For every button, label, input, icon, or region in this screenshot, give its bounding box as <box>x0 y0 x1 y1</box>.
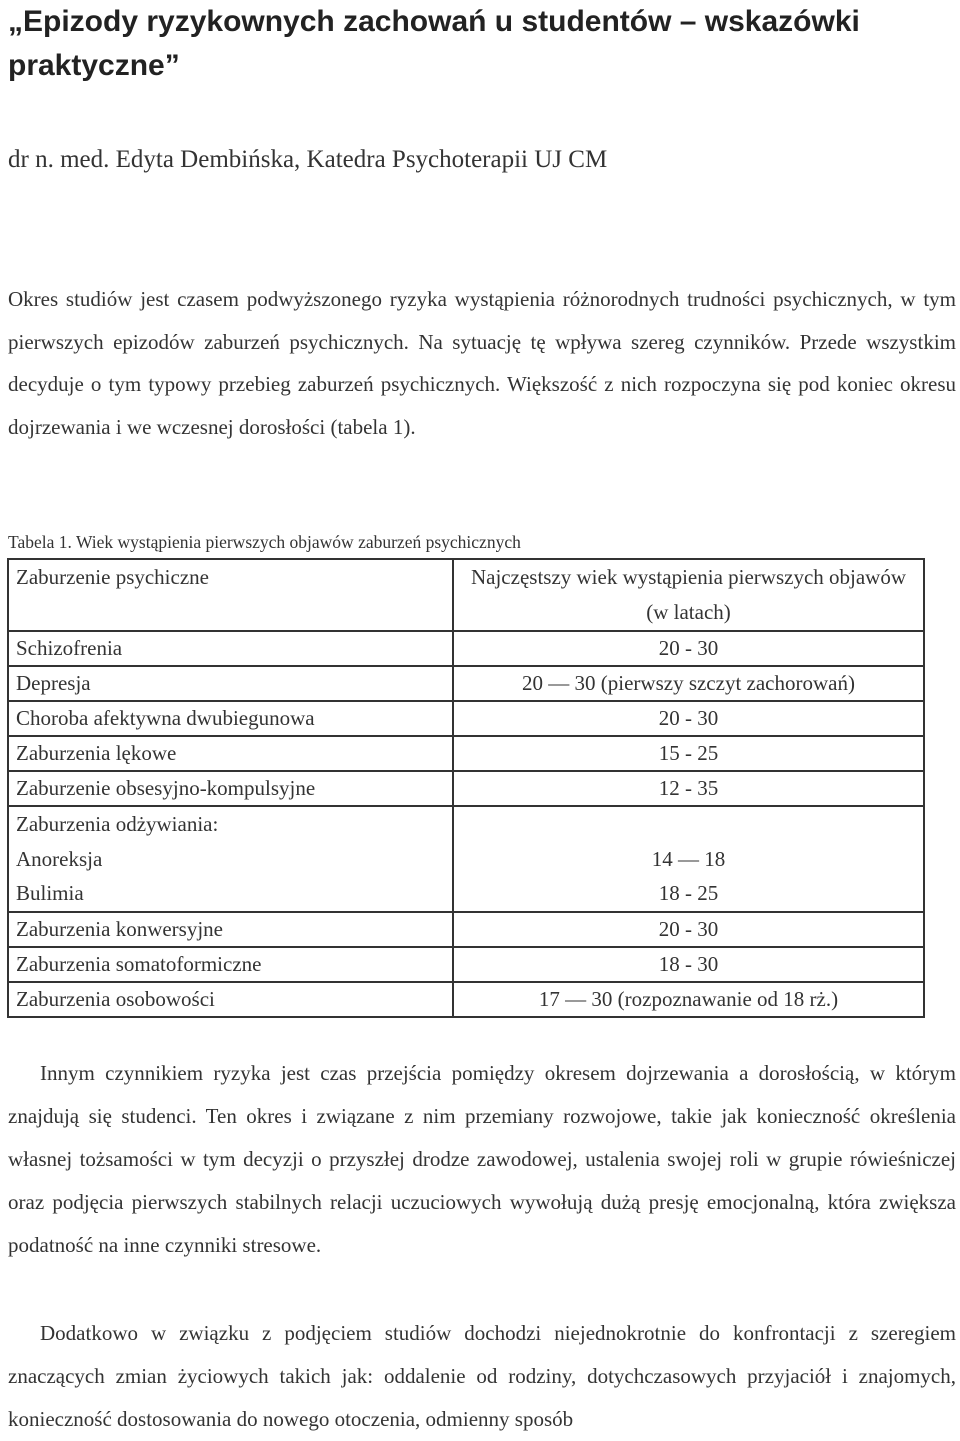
intro-paragraph <box>8 278 956 448</box>
disorder-cell: Choroba afektywna dwubiegunowa <box>8 701 453 736</box>
age-cell: 18 - 30 <box>453 947 924 982</box>
disorder-cell: Schizofrenia <box>8 631 453 666</box>
disorder-cell: Zaburzenia osobowości <box>8 982 453 1017</box>
intro-text: Okres studiów jest czasem podwyższonego ryzyka wystąpienia różnorodnych trudności psychicznych, w tym pierwszych epizodów zaburzeń psychicznych. Na sytuację tę wpływa szereg czynników. Przede wszystkim decyduje o tym typowy przebieg zaburzeń psychicznych. Większość z nich rozpoczyna się pod koniec okresu dojrzewania i we wczesnej dorosłości (tabela 1). <box>8 287 956 439</box>
table-row <box>8 631 924 666</box>
eating-disorders-label: Zaburzenia odżywiania: <box>16 812 219 836</box>
eating-age-anorexia: 14 — 18 <box>651 846 726 871</box>
table-row <box>8 736 924 771</box>
age-cell: 17 — 30 (rozpoznawanie od 18 rż.) <box>453 982 924 1017</box>
age-cell: 12 - 35 <box>453 771 924 806</box>
table-row <box>8 947 924 982</box>
header-disorder: Zaburzenie psychiczne <box>8 559 453 631</box>
onset-age-table <box>7 558 925 1018</box>
eating-item-anorexia: Anoreksja <box>16 846 103 871</box>
disorder-cell: Zaburzenia konwersyjne <box>8 912 453 947</box>
table-row <box>8 666 924 701</box>
body-paragraph-2 <box>8 1052 956 1267</box>
table-row <box>8 771 924 806</box>
disorder-cell: Depresja <box>8 666 453 701</box>
document-title: „Epizody ryzykownych zachowań u studentów – wskazówki praktyczne” <box>8 5 860 82</box>
table-row <box>8 701 924 736</box>
age-cell: 20 - 30 <box>453 631 924 666</box>
table-header-row <box>8 559 924 631</box>
para2-text: Innym czynnikiem ryzyka jest czas przejścia pomiędzy okresem dojrzewania a dorosłością, w którym znajdują się studenci. Ten okres i związane z nim przemiany rozwojowe, takie jak konieczność określenia własnej tożsamości w tym decyzji o przyszłej drodze zawodowej, ustalenia swojej roli w grupie rówieśniczej oraz podjęcia pierwszych stabilnych relacji uczuciowych wywołują dużą presję emocjonalną, która zwiększa podatność na inne czynniki stresowe. <box>8 1061 956 1257</box>
disorder-cell: Zaburzenia somatoformiczne <box>8 947 453 982</box>
eating-age-bulimia: 18 - 25 <box>658 881 719 905</box>
table-row <box>8 912 924 947</box>
table-row <box>8 982 924 1017</box>
disorder-cell-eating <box>8 806 453 912</box>
eating-item-bulimia: Bulimia <box>16 881 84 905</box>
para3-text: Dodatkowo w związku z podjęciem studiów dochodzi niejednokrotnie do konfrontacji z szeregiem znaczących zmian życiowych takich jak: oddalenie od rodziny, dotychczasowych przyjaciół i znajomych, konieczność dostosowania do nowego otoczenia, odmienny sposób <box>8 1321 956 1431</box>
disorder-cell: Zaburzenia lękowe <box>8 736 453 771</box>
disorder-cell: Zaburzenie obsesyjno-kompulsyjne <box>8 771 453 806</box>
body-paragraph-3 <box>8 1312 956 1441</box>
author-line: dr n. med. Edyta Dembińska, Katedra Psychoterapii UJ CM <box>8 146 608 173</box>
age-cell: 20 — 30 (pierwszy szczyt zachorowań) <box>453 666 924 701</box>
age-cell: 20 - 30 <box>453 912 924 947</box>
age-cell-eating <box>453 806 924 912</box>
table-row-eating-disorders <box>8 806 924 912</box>
table-caption: Tabela 1. Wiek wystąpienia pierwszych objawów zaburzeń psychicznych <box>8 532 521 552</box>
age-cell: 15 - 25 <box>453 736 924 771</box>
header-onset-age: Najczęstszy wiek wystąpienia pierwszych objawów (w latach) <box>453 559 924 631</box>
age-cell: 20 - 30 <box>453 701 924 736</box>
